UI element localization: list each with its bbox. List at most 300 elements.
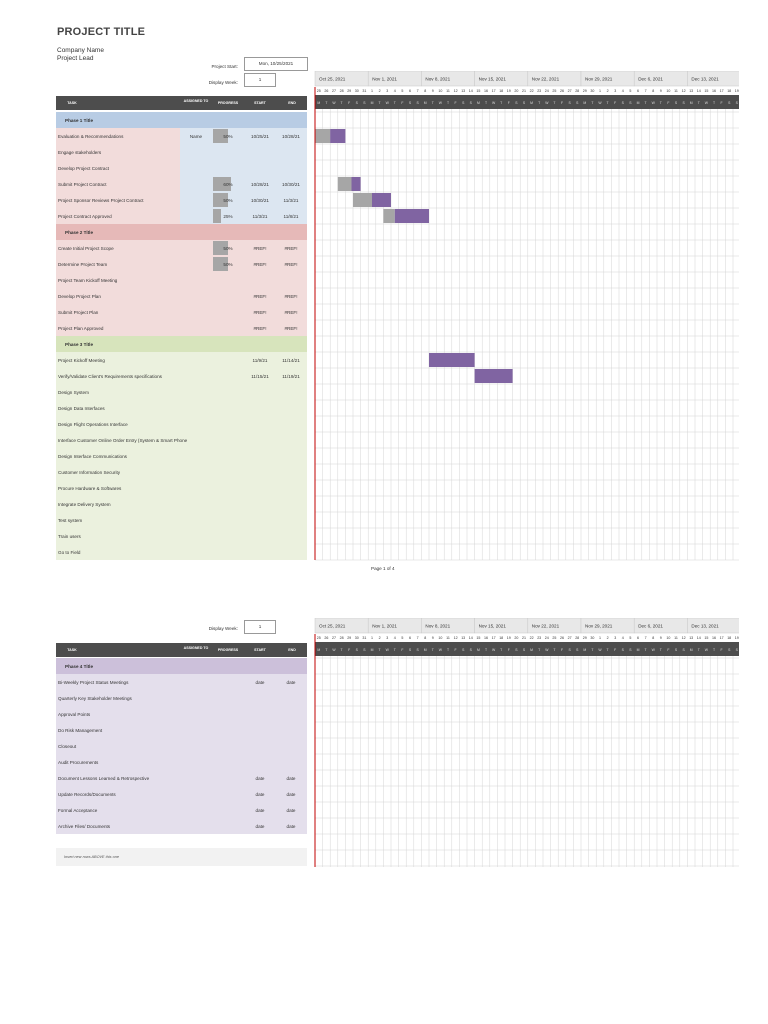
day-number: 28 (339, 636, 344, 640)
day-number: 19 (734, 89, 739, 93)
task-row[interactable] (56, 818, 307, 835)
task-name: Archive Files/ Documents (58, 824, 111, 829)
week-label: Oct 25, 2021 (319, 623, 346, 629)
day-letter: T (446, 101, 450, 105)
task-row[interactable] (56, 770, 307, 787)
task-name: Document Lessons Learned & Retrospective (58, 776, 150, 781)
day-letter: T (431, 648, 434, 652)
day-number: 20 (514, 636, 519, 640)
task-row[interactable] (56, 464, 307, 481)
day-number: 23 (537, 636, 542, 640)
day-letter: W (704, 648, 709, 652)
task-row[interactable] (56, 754, 307, 771)
day-number: 20 (514, 89, 519, 93)
end-date: date (286, 792, 296, 797)
phase-row[interactable] (56, 658, 307, 675)
assigned-to: Name (189, 134, 203, 139)
day-number: 28 (575, 89, 580, 93)
task-name: Project Team Kickoff Meeting (58, 278, 118, 283)
day-letter: M (476, 648, 480, 652)
company-name: Company Name (57, 47, 104, 54)
day-letter: S (355, 101, 358, 105)
day-number: 14 (696, 636, 701, 640)
day-letter: S (735, 648, 738, 652)
day-letter: S (576, 101, 579, 105)
day-letter: S (515, 101, 518, 105)
day-number: 27 (567, 89, 572, 93)
task-name: Project Sponsor Reviews Project Contract (58, 198, 144, 203)
day-number: 16 (484, 89, 488, 93)
day-letter: F (401, 648, 404, 652)
day-letter: T (591, 648, 594, 652)
day-letter: T (538, 101, 541, 105)
end-date: date (286, 824, 296, 829)
start-date: 10/28/21 (251, 182, 269, 187)
week-label: Nov 22, 2021 (531, 76, 560, 82)
start-date: 10/30/21 (251, 198, 269, 203)
day-letter: S (363, 101, 366, 105)
day-number: 7 (416, 89, 419, 93)
phase-row[interactable] (56, 112, 307, 129)
day-number: 10 (438, 89, 443, 93)
task-row[interactable] (56, 192, 307, 209)
table-header (56, 96, 307, 110)
task-row[interactable] (56, 722, 307, 739)
display-week-field[interactable]: 1 (244, 73, 276, 87)
day-letter: F (348, 648, 351, 652)
start-date: 11/3/21 (252, 214, 268, 219)
day-letter: S (621, 648, 624, 652)
day-number: 25 (316, 89, 321, 93)
progress-value: 50% (223, 262, 233, 267)
day-number: 12 (453, 89, 458, 93)
day-number: 4 (393, 89, 396, 93)
day-number: 16 (712, 89, 716, 93)
task-row[interactable] (56, 352, 307, 369)
task-row[interactable] (56, 176, 307, 193)
task-name: Develop Project Contract (58, 166, 110, 171)
week-label: Nov 29, 2021 (585, 623, 613, 629)
day-letter: M (476, 101, 480, 105)
col-progress: PROGRESS (217, 648, 239, 652)
phase-title: Phase 4 Title (65, 664, 94, 669)
day-letter: W (332, 101, 336, 105)
task-name: Design Data Interfaces (58, 406, 105, 411)
day-number: 28 (575, 636, 580, 640)
week-label: Nov 1, 2021 (372, 623, 397, 629)
day-number: 25 (552, 636, 557, 640)
day-number: 9 (659, 636, 662, 640)
task-row[interactable] (56, 288, 307, 305)
day-number: 4 (621, 89, 624, 93)
day-letter: W (385, 648, 389, 652)
day-number: 13 (461, 89, 466, 93)
task-name: Verify/Validate Client's Requirements specifications (58, 374, 162, 379)
end-date: 10/30/21 (282, 182, 300, 187)
task-row[interactable] (56, 128, 307, 145)
col-start: START (254, 648, 266, 652)
task-name: Test system (58, 518, 83, 523)
start-date: #REF! (253, 294, 267, 299)
insert-row-area[interactable] (56, 848, 307, 866)
task-row[interactable] (56, 384, 307, 401)
day-letter: T (446, 648, 450, 652)
day-number: 31 (362, 89, 367, 93)
phase-row[interactable] (56, 336, 307, 353)
day-number: 22 (529, 89, 534, 93)
day-number: 26 (560, 89, 564, 93)
gantt-progress-bar (383, 209, 394, 223)
day-letter: S (416, 648, 419, 652)
day-number: 5 (401, 636, 404, 640)
day-number: 24 (544, 89, 549, 93)
day-letter: T (697, 648, 700, 652)
task-name: Interface Customer Online Order Entry (System & Smart Phone (58, 438, 188, 443)
day-number: 7 (644, 636, 647, 640)
task-row[interactable] (56, 496, 307, 513)
day-letter: S (462, 648, 465, 652)
day-letter: S (576, 648, 579, 652)
day-letter: T (340, 101, 343, 105)
day-number: 28 (339, 89, 344, 93)
day-letter: W (598, 648, 602, 652)
task-row[interactable] (56, 256, 307, 273)
day-letter: T (553, 101, 556, 105)
day-letter: F (348, 101, 351, 105)
day-letter: T (431, 101, 434, 105)
day-letter: S (728, 101, 731, 105)
day-letter: T (393, 101, 396, 105)
day-letter: T (712, 648, 716, 652)
week-label: Nov 15, 2021 (478, 623, 506, 629)
day-number: 10 (438, 636, 443, 640)
week-label: Dec 13, 2021 (691, 623, 719, 629)
progress-value: 50% (223, 134, 233, 139)
task-row[interactable] (56, 802, 307, 819)
task-row[interactable] (56, 240, 307, 257)
task-row[interactable] (56, 368, 307, 385)
col-assigned: ASSIGNED TO (183, 99, 209, 103)
day-number: 11 (674, 89, 678, 93)
task-row[interactable] (56, 432, 307, 449)
day-number: 7 (644, 89, 647, 93)
day-letter: S (408, 648, 412, 652)
progress-value: 60% (223, 182, 233, 187)
day-number: 15 (704, 89, 709, 93)
day-letter: S (522, 101, 526, 105)
day-number: 8 (652, 89, 655, 93)
day-letter: T (644, 101, 647, 105)
day-letter: T (325, 101, 328, 105)
day-letter: T (659, 648, 662, 652)
start-date: date (255, 680, 265, 685)
day-number: 17 (719, 636, 724, 640)
day-number: 27 (332, 89, 336, 93)
task-name: Do Risk Management (58, 728, 103, 733)
task-row[interactable] (56, 160, 307, 177)
day-letter: T (553, 648, 556, 652)
task-row[interactable] (56, 304, 307, 321)
day-letter: T (393, 648, 396, 652)
day-number: 3 (614, 636, 617, 640)
task-row[interactable] (56, 480, 307, 497)
day-number: 19 (734, 636, 739, 640)
task-row[interactable] (56, 786, 307, 803)
start-date: date (255, 824, 265, 829)
task-row[interactable] (56, 320, 307, 337)
day-letter: W (651, 101, 655, 105)
day-letter: T (484, 101, 488, 105)
day-letter: W (438, 101, 443, 105)
day-number: 9 (431, 89, 434, 93)
week-label: Nov 22, 2021 (531, 623, 560, 629)
day-number: 3 (386, 89, 389, 93)
day-letter: W (651, 648, 655, 652)
task-row[interactable] (56, 706, 307, 723)
day-number: 5 (401, 89, 404, 93)
start-date: date (255, 808, 265, 813)
end-date: 10/28/21 (282, 134, 300, 139)
day-letter: T (378, 101, 381, 105)
col-end: END (288, 101, 296, 105)
day-number: 30 (354, 89, 359, 93)
task-row[interactable] (56, 512, 307, 529)
day-number: 9 (659, 89, 662, 93)
gantt-chart-page1 (313, 71, 739, 561)
day-letter: T (340, 648, 343, 652)
gantt-task-bar (330, 129, 345, 143)
day-letter: F (507, 648, 510, 652)
day-number: 2 (378, 636, 381, 640)
task-row[interactable] (56, 144, 307, 161)
display-week-label-2: Display Week: (208, 626, 238, 631)
gantt-progress-bar (353, 193, 372, 207)
col-progress: PROGRESS (217, 101, 239, 105)
day-number: 1 (599, 89, 601, 93)
day-letter: T (591, 101, 594, 105)
day-letter: S (682, 648, 685, 652)
day-number: 26 (324, 89, 329, 93)
day-number: 21 (522, 89, 526, 93)
day-number: 17 (491, 89, 496, 93)
end-date: #REF! (284, 294, 298, 299)
day-number: 12 (681, 636, 686, 640)
task-name: Create Initial Project Scope (58, 246, 114, 251)
project-start-field[interactable]: Mon, 10/25/2021 (244, 57, 308, 71)
week-label: Nov 29, 2021 (585, 76, 613, 82)
table-header-2 (56, 643, 307, 657)
day-number: 29 (347, 636, 352, 640)
day-number: 16 (484, 636, 488, 640)
phase-title: Phase 3 Title (65, 342, 94, 347)
gantt-chart-page2 (313, 618, 739, 868)
task-name: Design System (58, 390, 89, 395)
day-letter: M (530, 101, 534, 105)
day-number: 29 (347, 89, 352, 93)
day-number: 27 (567, 636, 572, 640)
task-name: Engage stakeholders (58, 150, 102, 155)
day-letter: F (454, 101, 457, 105)
insert-note: Insert new rows ABOVE this one (64, 855, 119, 859)
day-number: 18 (499, 89, 504, 93)
day-number: 13 (689, 636, 694, 640)
day-letter: M (370, 648, 374, 652)
day-number: 6 (637, 636, 639, 640)
day-number: 10 (666, 636, 671, 640)
day-letter: M (317, 648, 321, 652)
day-number: 17 (491, 636, 496, 640)
day-letter: F (560, 648, 564, 652)
day-letter: T (484, 648, 488, 652)
day-number: 25 (316, 636, 321, 640)
day-letter: F (614, 648, 617, 652)
day-letter: S (469, 648, 472, 652)
end-date: #REF! (284, 326, 298, 331)
start-date: 10/25/21 (251, 134, 269, 139)
col-task: TASK (67, 101, 77, 105)
task-row[interactable] (56, 448, 307, 465)
task-name: Formal Acceptance (58, 808, 98, 813)
day-number: 18 (499, 636, 504, 640)
task-row[interactable] (56, 416, 307, 433)
gantt-task-bar (372, 193, 391, 207)
day-number: 17 (719, 89, 724, 93)
week-label: Nov 1, 2021 (372, 76, 397, 82)
week-label: Dec 6, 2021 (638, 76, 663, 82)
task-row[interactable] (56, 738, 307, 755)
start-date: 11/15/21 (251, 374, 269, 379)
col-assigned: ASSIGNED TO (183, 646, 209, 650)
day-letter: F (720, 101, 723, 105)
day-letter: S (629, 101, 632, 105)
day-number: 18 (727, 636, 732, 640)
day-letter: T (644, 648, 647, 652)
display-week-label: Display Week: (208, 80, 238, 85)
day-letter: M (689, 101, 693, 105)
day-number: 4 (393, 636, 396, 640)
project-start-label: Project Start: (211, 64, 238, 69)
task-row[interactable] (56, 272, 307, 289)
task-name: Determine Project Team (58, 262, 108, 267)
day-number: 11 (446, 636, 450, 640)
day-letter: W (598, 101, 602, 105)
task-name: Train users (58, 534, 81, 539)
day-letter: T (712, 101, 716, 105)
week-label: Dec 6, 2021 (638, 623, 663, 629)
day-letter: S (674, 101, 678, 105)
task-name: Audit Procurements (58, 760, 99, 765)
day-number: 2 (378, 89, 381, 93)
day-letter: F (560, 101, 564, 105)
week-label: Nov 8, 2021 (425, 76, 451, 82)
end-date: 11/19/21 (282, 374, 300, 379)
day-letter: S (674, 648, 678, 652)
day-letter: S (568, 648, 571, 652)
progress-value: 50% (223, 246, 233, 251)
week-label: Nov 15, 2021 (478, 76, 506, 82)
day-letter: M (636, 648, 640, 652)
day-number: 5 (629, 89, 632, 93)
day-number: 25 (552, 89, 557, 93)
day-letter: W (385, 101, 389, 105)
day-letter: S (416, 101, 419, 105)
task-row[interactable] (56, 674, 307, 691)
day-number: 8 (652, 636, 655, 640)
day-number: 19 (506, 636, 511, 640)
task-row[interactable] (56, 544, 307, 561)
end-date: 11/3/21 (283, 198, 299, 203)
day-letter: T (500, 101, 503, 105)
day-number: 29 (582, 636, 587, 640)
gantt-task-bar (395, 209, 429, 223)
end-date: date (286, 680, 296, 685)
task-row[interactable] (56, 690, 307, 707)
task-name: Closeout (58, 744, 77, 749)
day-letter: M (423, 101, 427, 105)
day-number: 16 (712, 636, 716, 640)
day-number: 12 (681, 89, 686, 93)
day-letter: S (629, 648, 632, 652)
task-name: Update Records/Documents (58, 792, 116, 797)
task-name: Develop Project Plan (58, 294, 101, 299)
phase-row[interactable] (56, 224, 307, 241)
day-letter: M (583, 101, 587, 105)
day-letter: F (720, 648, 723, 652)
day-letter: F (667, 648, 670, 652)
progress-value: 25% (223, 214, 233, 219)
task-name: Project Plan Approved (58, 326, 104, 331)
end-date: 11/14/21 (282, 358, 300, 363)
end-date: #REF! (284, 262, 298, 267)
day-number: 13 (689, 89, 694, 93)
page-label: Page 1 of 4 (371, 566, 395, 571)
day-letter: W (438, 648, 443, 652)
task-row[interactable] (56, 400, 307, 417)
col-task: TASK (67, 648, 77, 652)
day-number: 29 (582, 89, 587, 93)
day-number: 4 (621, 636, 624, 640)
day-letter: F (401, 101, 404, 105)
task-row[interactable] (56, 208, 307, 225)
start-date: date (255, 776, 265, 781)
task-name: Bi-Weekly Project Status Meetings (58, 680, 129, 685)
day-number: 9 (431, 636, 434, 640)
task-row[interactable] (56, 528, 307, 545)
display-week-field-2[interactable]: 1 (244, 620, 276, 634)
day-number: 5 (629, 636, 632, 640)
phase-title: Phase 1 Title (65, 118, 94, 123)
day-letter: S (682, 101, 685, 105)
day-letter: F (507, 101, 510, 105)
day-letter: M (636, 101, 640, 105)
day-number: 2 (606, 89, 609, 93)
progress-value: 50% (223, 198, 233, 203)
day-number: 6 (409, 636, 411, 640)
end-date: date (286, 808, 296, 813)
day-letter: M (689, 648, 693, 652)
day-number: 15 (476, 636, 481, 640)
day-number: 2 (606, 636, 609, 640)
day-number: 7 (416, 636, 419, 640)
day-number: 13 (461, 636, 466, 640)
day-letter: F (614, 101, 617, 105)
day-number: 11 (446, 89, 450, 93)
day-number: 14 (468, 89, 473, 93)
day-number: 14 (696, 89, 701, 93)
day-number: 10 (666, 89, 671, 93)
day-letter: W (545, 648, 549, 652)
task-name: Procure Hardware & Softwares (58, 486, 122, 491)
